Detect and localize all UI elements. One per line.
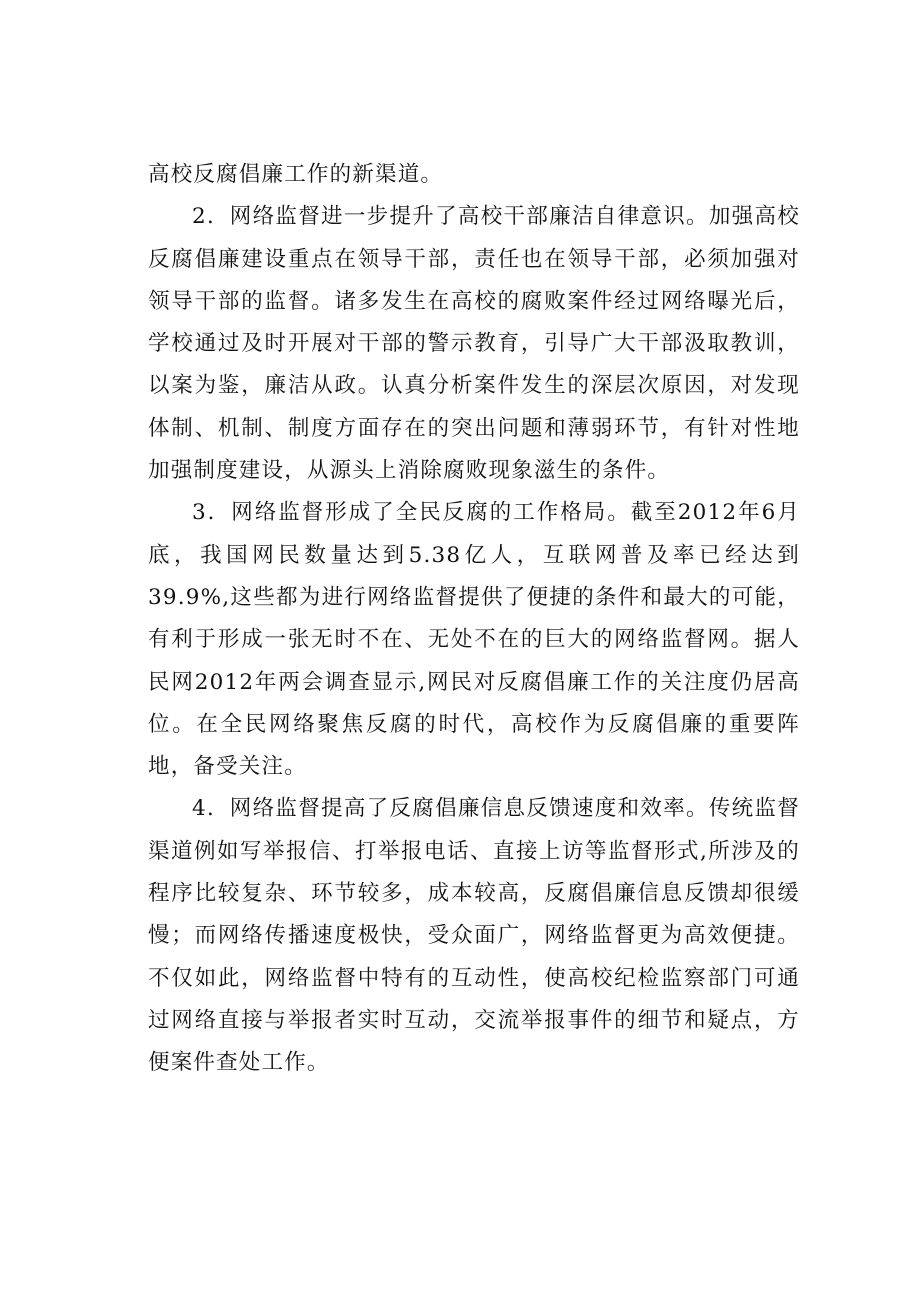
document-body (148, 154, 800, 1085)
paragraph-point-2: 2．网络监督进一步提升了高校干部廉洁自律意识。加强高校反腐倡廉建设重点在领导干部，责任也在领导干部，必须加强对领导干部的监督。诸多发生在高校的腐败案件经过网络曝光后，学校通过及时开展对干部的警示教育，引导广大干部汲取教训，以案为鉴，廉洁从政。认真分析案件发生的深层次原因，对发现体制、机制、制度方面存在的突出问题和薄弱环节，有针对性地加强制度建设，从源头上消除腐败现象滋生的条件。 (148, 204, 800, 484)
paragraph-continuation: 高校反腐倡廉工作的新渠道。 (148, 162, 444, 187)
paragraph-point-4: 4．网络监督提高了反腐倡廉信息反馈速度和效率。传统监督渠道例如写举报信、打举报电话、直接上访等监督形式,所涉及的程序比较复杂、环节较多，成本较高，反腐倡廉信息反馈却很缓慢；而网络传播速度极快，受众面广，网络监督更为高效便捷。不仅如此，网络监督中特有的互动性，使高校纪检监察部门可通过网络直接与举报者实时互动，交流举报事件的细节和疑点，方便案件查处工作。 (148, 796, 800, 1076)
paragraph-point-3: 3．网络监督形成了全民反腐的工作格局。截至2012年6月底，我国网民数量达到5.38亿人，互联网普及率已经达到39.9%,这些都为进行网络监督提供了便捷的条件和最大的可能，有利于形成一张无时不在、无处不在的巨大的网络监督网。据人民网2012年两会调查显示,网民对反腐倡廉工作的关注度仍居高位。在全民网络聚焦反腐的时代，高校作为反腐倡廉的重要阵地，备受关注。 (148, 500, 800, 780)
